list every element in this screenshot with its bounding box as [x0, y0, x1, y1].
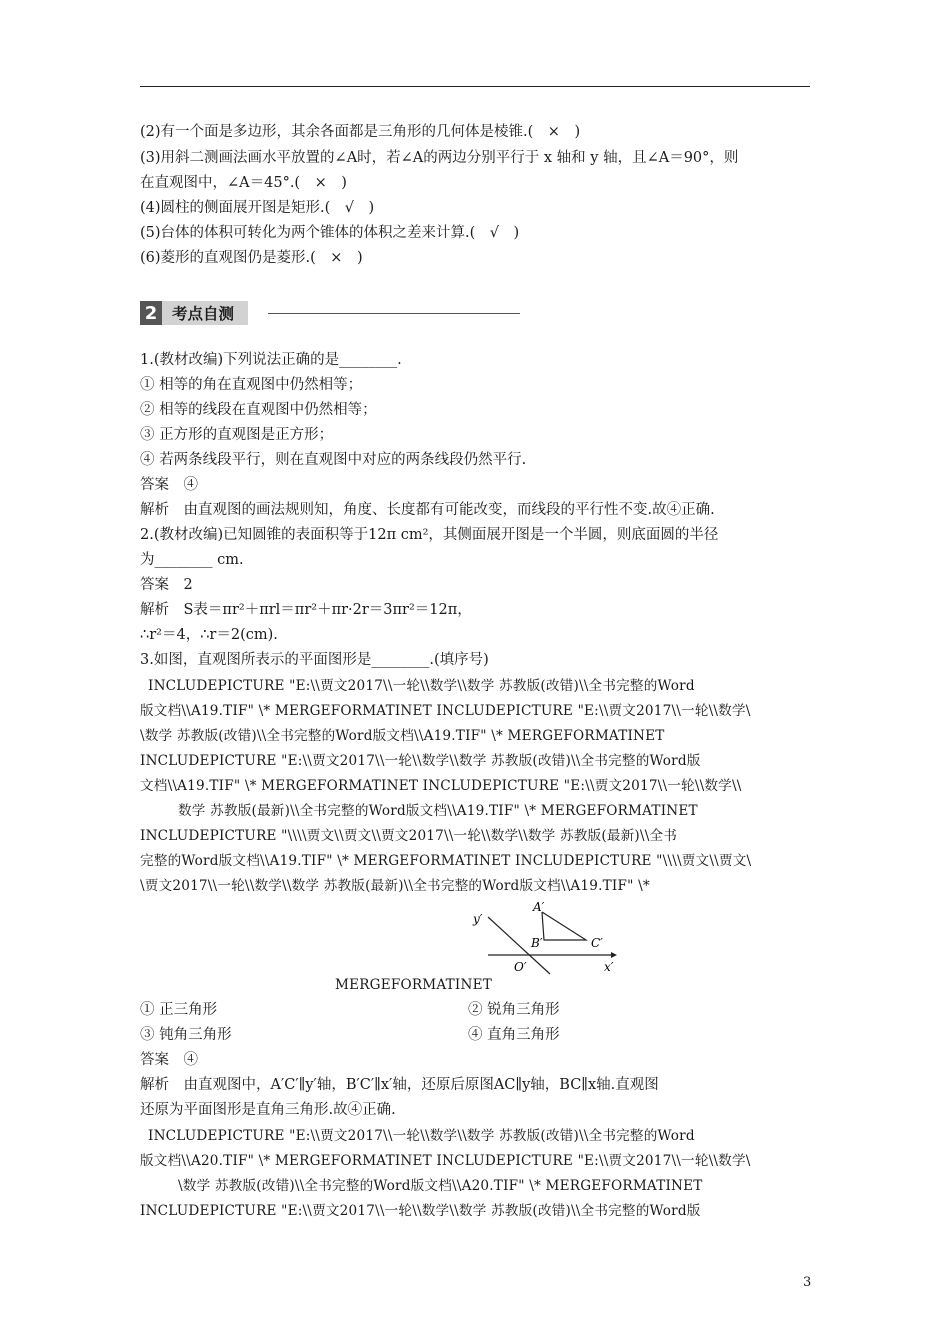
field-code-line: \数学 苏教版(改错)\\全书完整的Word版文档\\A20.TIF" \* MERGEFORMATINET	[178, 1178, 703, 1194]
field-code-line: 版文档\\A20.TIF" \* MERGEFORMATINET INCLUDEPICTURE "E:\\贾文2017\\一轮\\数学\	[140, 1153, 751, 1169]
problem-3-option-4: ④ 直角三角形	[468, 1027, 560, 1043]
field-code-line: INCLUDEPICTURE "\\\\贾文\\贾文\\贾文2017\\一轮\\数学\\数学 苏教版(最新)\\全书	[140, 828, 678, 844]
problem-1-option-3: ③ 正方形的直观图是正方形；	[140, 427, 334, 443]
problem-2-stem-line2: 为________ cm.	[140, 552, 244, 568]
problem-1-option-4: ④ 若两条线段平行，则在直观图中对应的两条线段仍然平行.	[140, 452, 527, 468]
problem-3-option-1: ① 正三角形	[140, 1002, 218, 1018]
label-a-prime: A′	[533, 900, 545, 914]
field-code-line: 版文档\\A19.TIF" \* MERGEFORMATINET INCLUDEPICTURE "E:\\贾文2017\\一轮\\数学\	[140, 703, 751, 719]
oblique-triangle-figure	[470, 895, 620, 975]
problem-1-answer: 答案 ④	[140, 477, 198, 493]
triangle-abc	[542, 912, 586, 940]
judgment-item-6: (6)菱形的直观图仍是菱形.( × )	[140, 250, 363, 266]
merge-format-text: MERGEFORMATINET	[335, 977, 492, 993]
field-code-line: 文档\\A19.TIF" \* MERGEFORMATINET INCLUDEPICTURE "E:\\贾文2017\\一轮\\数学\\	[140, 778, 742, 794]
page-number: 3	[803, 1275, 812, 1290]
judgment-item-3-line2: 在直观图中，∠A＝45°.( × )	[140, 175, 347, 191]
judgment-item-4: (4)圆柱的侧面展开图是矩形.( √ )	[140, 200, 375, 216]
problem-2-analysis: 解析 S表＝πr²＋πrl＝πr²＋πr·2r＝3πr²＝12π，	[140, 602, 472, 618]
label-y-prime: y′	[473, 912, 483, 926]
problem-3-stem: 3.如图，直观图所表示的平面图形是________.(填序号)	[140, 652, 489, 668]
problem-3-analysis-line2: 还原为平面图形是直角三角形.故④正确.	[140, 1102, 396, 1118]
field-code-line: INCLUDEPICTURE "E:\\贾文2017\\一轮\\数学\\数学 苏教版(改错)\\全书完整的Word版	[140, 1203, 701, 1219]
label-o-prime: O′	[514, 960, 527, 974]
field-code-line: 完整的Word版文档\\A19.TIF" \* MERGEFORMATINET INCLUDEPICTURE "\\\\贾文\\贾文\	[140, 853, 752, 869]
label-c-prime: C′	[591, 936, 603, 950]
problem-1-option-1: ① 相等的角在直观图中仍然相等；	[140, 377, 363, 393]
section-heading	[140, 300, 248, 326]
field-code-line: INCLUDEPICTURE "E:\\贾文2017\\一轮\\数学\\数学 苏教版(改错)\\全书完整的Word	[148, 1128, 695, 1144]
judgment-item-2: (2)有一个面是多边形，其余各面都是三角形的几何体是棱锥.( × )	[140, 124, 581, 140]
field-code-line: INCLUDEPICTURE "E:\\贾文2017\\一轮\\数学\\数学 苏教版(改错)\\全书完整的Word	[148, 678, 695, 694]
problem-1-option-2: ② 相等的线段在直观图中仍然相等；	[140, 402, 377, 418]
problem-2-stem-line1: 2.(教材改编)已知圆锥的表面积等于12π cm²，其侧面展开图是一个半圆，则底面圆的半径	[140, 527, 719, 543]
problem-2-conclusion: ∴r²＝4，∴r＝2(cm).	[140, 627, 278, 643]
judgment-item-3-line1: (3)用斜二测画法画水平放置的∠A时，若∠A的两边分别平行于 x 轴和 y 轴，且∠A＝90°，则	[140, 150, 739, 166]
problem-2-answer: 答案 2	[140, 577, 193, 593]
header-rule	[140, 86, 810, 87]
field-code-line: INCLUDEPICTURE "E:\\贾文2017\\一轮\\数学\\数学 苏教版(改错)\\全书完整的Word版	[140, 753, 701, 769]
label-x-prime: x′	[604, 960, 614, 974]
problem-1-analysis: 解析 由直观图的画法规则知，角度、长度都有可能改变，而线段的平行性不变.故④正确.	[140, 502, 715, 518]
field-code-line: \贾文2017\\一轮\\数学\\数学 苏教版(最新)\\全书完整的Word版文档\\A19.TIF" \*	[140, 878, 650, 894]
problem-3-answer: 答案 ④	[140, 1052, 198, 1068]
section-title: 考点自测	[162, 301, 248, 325]
label-b-prime: B′	[531, 936, 543, 950]
x-axis-arrow	[611, 952, 617, 958]
field-code-line: 数学 苏教版(最新)\\全书完整的Word版文档\\A19.TIF" \* MERGEFORMATINET	[178, 803, 698, 819]
problem-3-option-2: ② 锐角三角形	[468, 1002, 560, 1018]
problem-3-analysis-line1: 解析 由直观图中，A′C′∥y′轴，B′C′∥x′轴，还原后原图AC∥y轴，BC∥x轴.直观图	[140, 1077, 659, 1093]
problem-1-stem: 1.(教材改编)下列说法正确的是________.	[140, 352, 402, 368]
field-code-line: \数学 苏教版(改错)\\全书完整的Word版文档\\A19.TIF" \* MERGEFORMATINET	[140, 728, 665, 744]
section-number: 2	[140, 301, 162, 325]
problem-3-option-3: ③ 钝角三角形	[140, 1027, 232, 1043]
section-rule	[268, 313, 520, 314]
judgment-item-5: (5)台体的体积可转化为两个锥体的体积之差来计算.( √ )	[140, 225, 520, 241]
